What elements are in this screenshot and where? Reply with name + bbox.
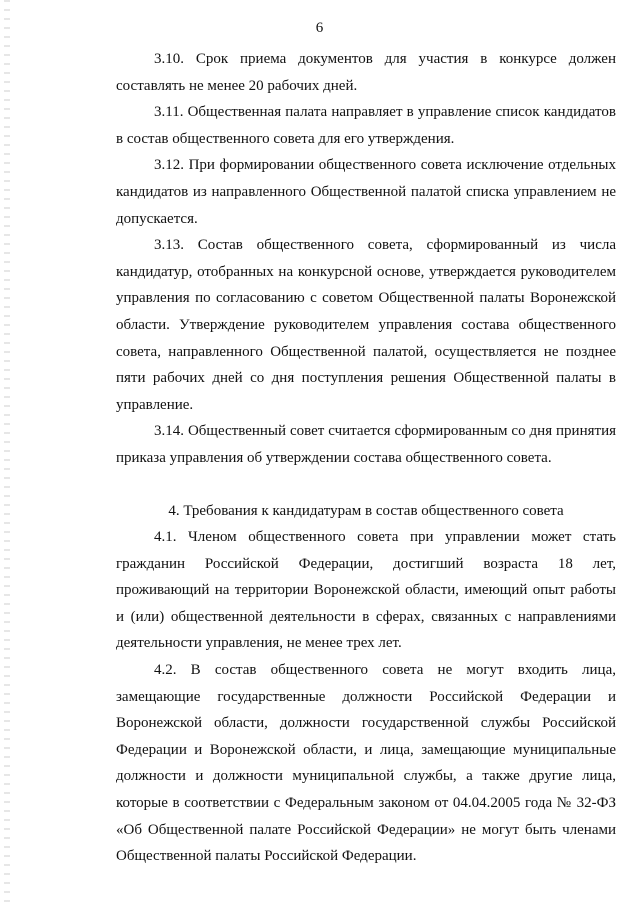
paragraph-4-2: 4.2. В состав общественного совета не могут входить лица, замещающие государственные должности Российской Федерации и Воронежской области, должности государственной службы Российской Федерации и Воронежской области, и лица, замещающие муниципальные должности и должности муниципальной службы, а также другие лица, которые в соответствии с Федеральным законом от 04.04.2005 года № 32-ФЗ «Об Общественной палате Российской Федерации» не могут быть членами Общественной палаты Российской Федерации. (116, 662, 616, 865)
paragraph-3-10: 3.10. Срок приема документов для участия в конкурсе должен составлять не менее 20 рабочих дней. (116, 51, 616, 94)
paragraph-3-13: 3.13. Состав общественного совета, сформированный из числа кандидатур, отобранных на конкурсной основе, утверждается руководителем управления по согласованию с советом Общественной палаты Воронежской области. Утверждение руководителем управления состава общественного совета, направленного Общественной палатой, осуществляется не позднее пяти рабочих дней со дня поступления решения Общественной палаты в управление. (116, 237, 616, 413)
scan-margin-artifact (4, 0, 10, 905)
document-body (116, 46, 616, 870)
paragraph-3-11: 3.11. Общественная палата направляет в управление список кандидатов в состав общественного совета для его утверждения. (116, 104, 616, 147)
page-number: 6 (315, 20, 324, 36)
paragraph-4-1: 4.1. Членом общественного совета при управлении может стать гражданин Российской Федерации, достигший возраста 18 лет, проживающий на территории Воронежской области, имеющий опыт работы и (или) общественной деятельности в сферах, связанных с направлениями деятельности управления, не менее трех лет. (116, 529, 616, 652)
section-heading: 4. Требования к кандидатурам в состав общественного совета (168, 502, 564, 519)
paragraph-3-14: 3.14. Общественный совет считается сформированным со дня принятия приказа управления об утверждении состава общественного совета. (116, 423, 616, 466)
paragraph-3-12: 3.12. При формировании общественного совета исключение отдельных кандидатов из направленного Общественной палатой списка управлением не допускается. (116, 157, 616, 227)
